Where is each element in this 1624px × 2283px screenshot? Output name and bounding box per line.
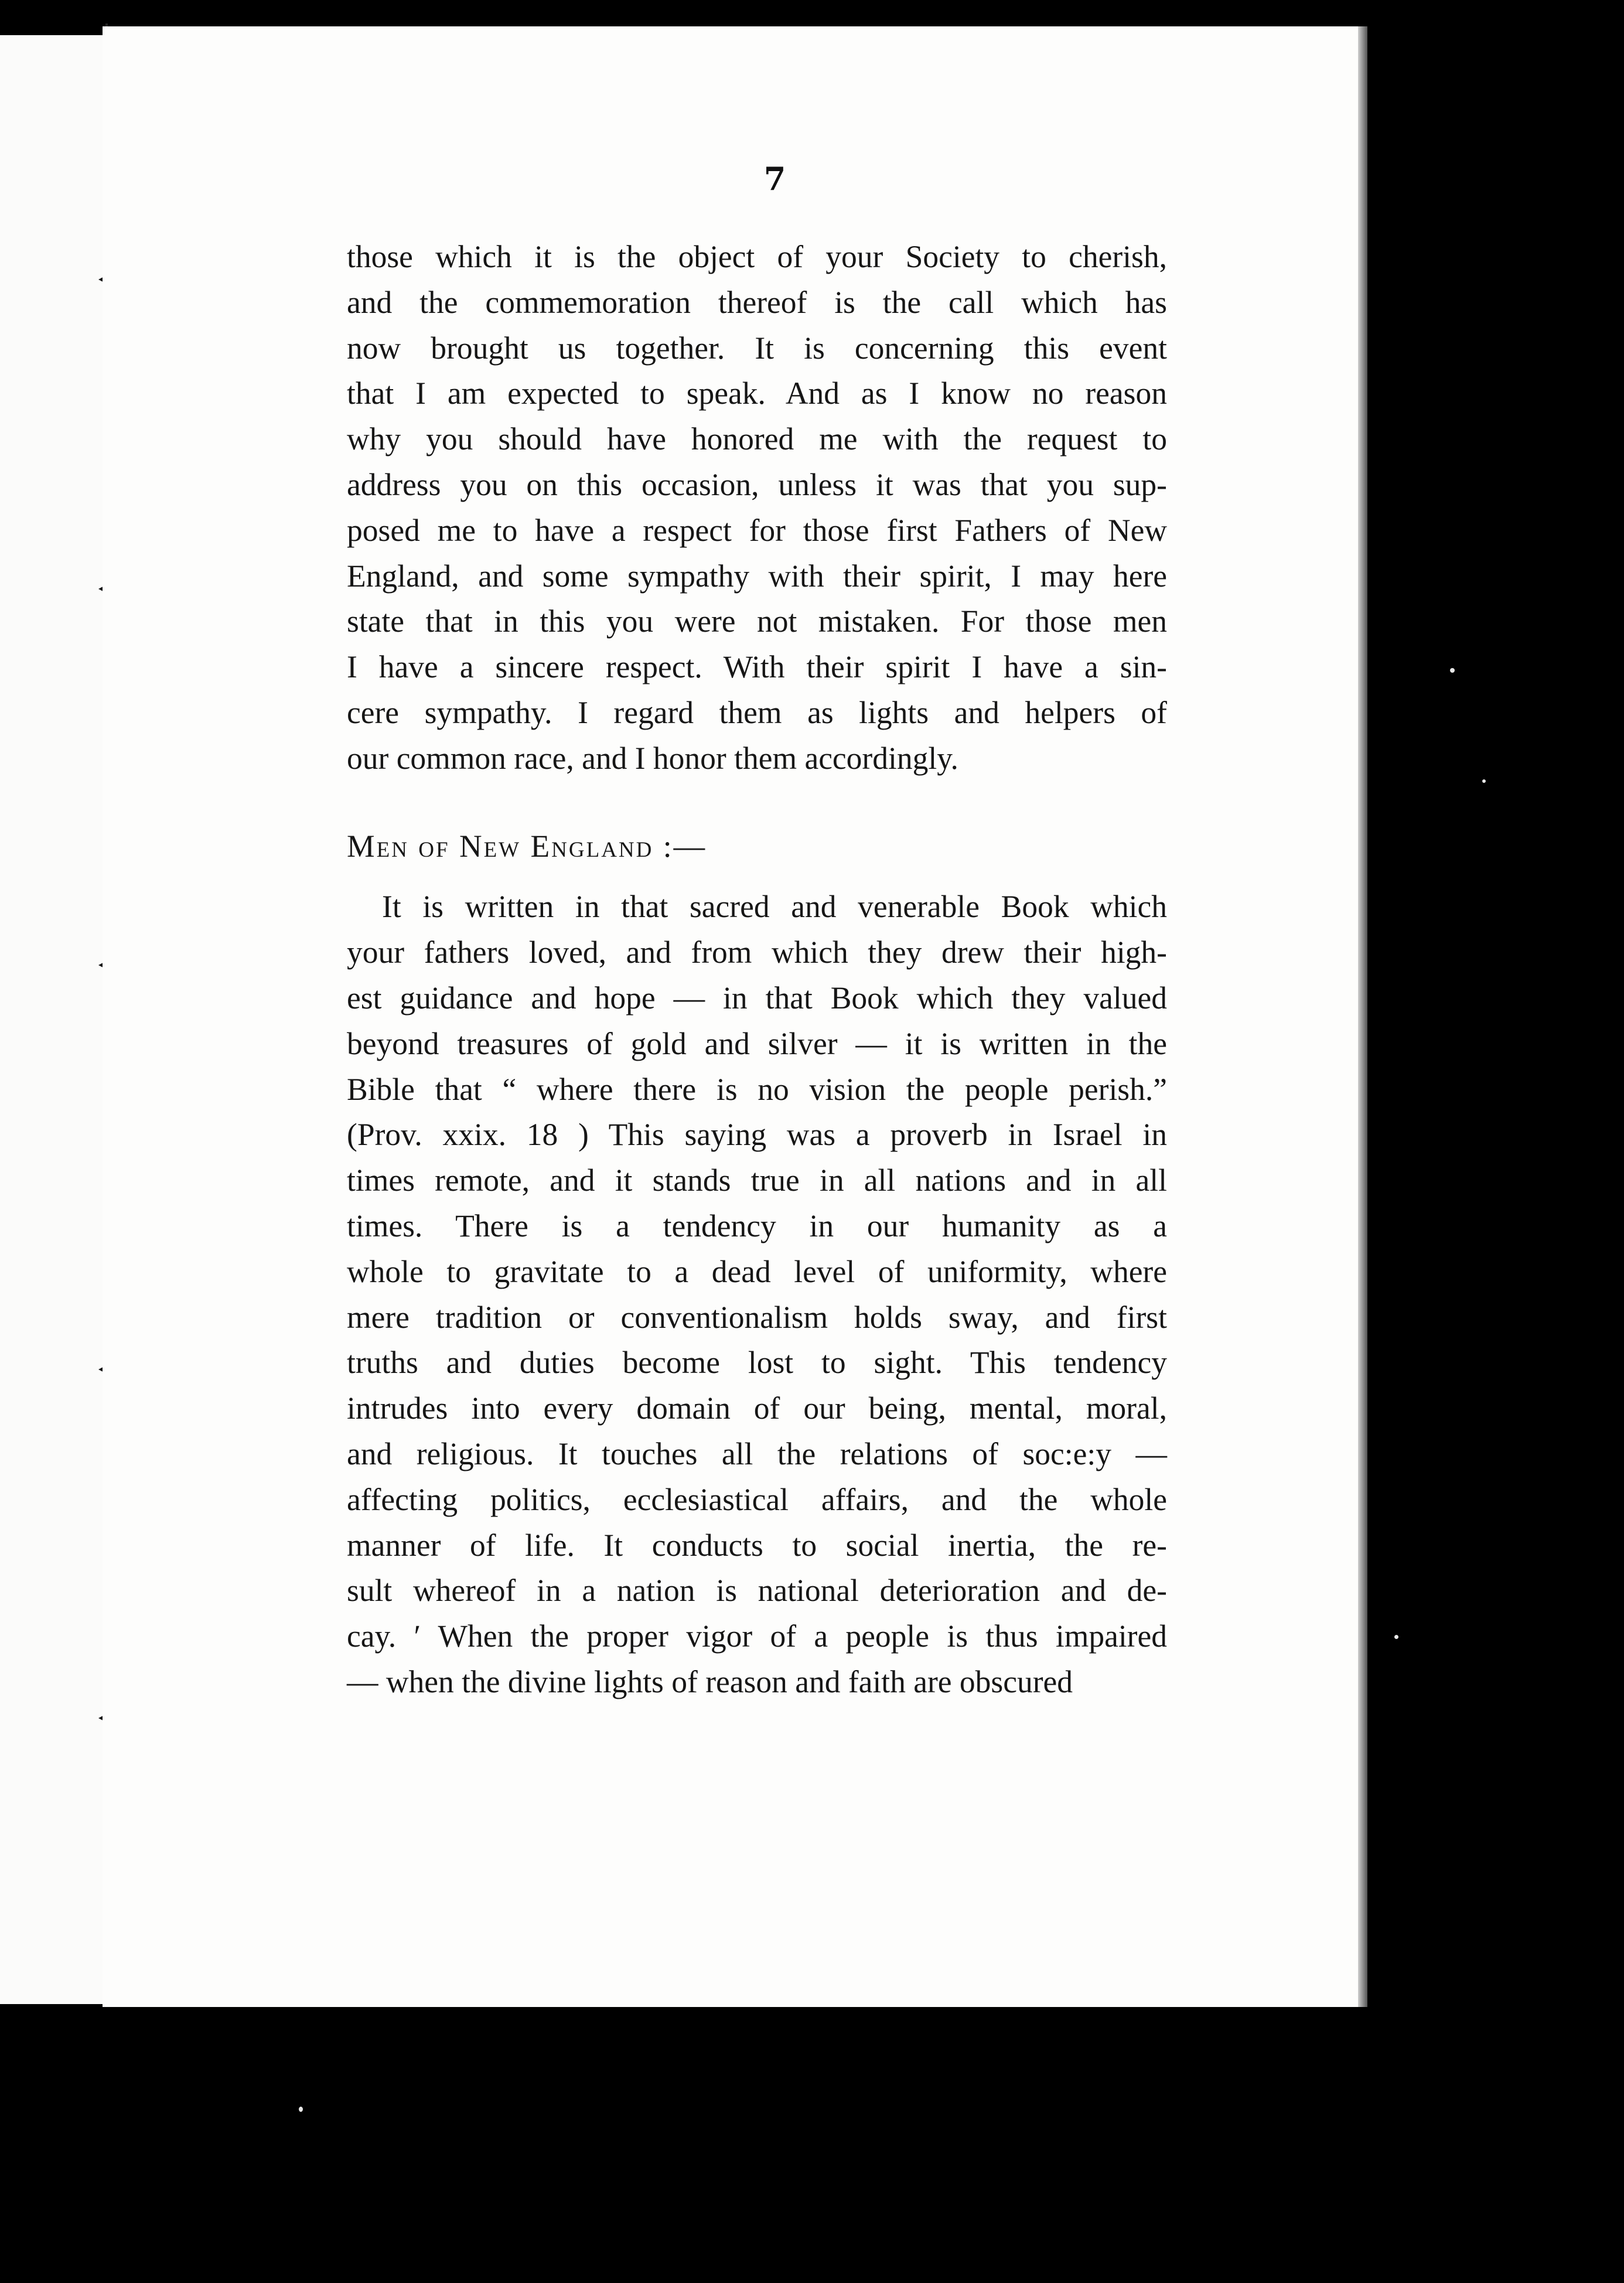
text-line: cay. ʹ When the proper vigor of a people is thus impaired (347, 1618, 1167, 1654)
text-line: Bible that “ where there is no vision the people perish.” (347, 1071, 1167, 1107)
text-line: affecting politics, ecclesiastical affairs, and the whole (347, 1481, 1167, 1517)
text-line: and the commemoration thereof is the call which has (347, 284, 1167, 320)
paragraph-2 (347, 884, 1167, 1705)
text-line: now brought us together. It is concerning this event (347, 330, 1167, 366)
text-line: times remote, and it stands true in all nations and in all (347, 1163, 1167, 1198)
text-line: sult whereof in a nation is national deterioration and de- (347, 1573, 1167, 1609)
text-line: your fathers loved, and from which they drew their high- (347, 935, 1167, 970)
page-text (347, 234, 1167, 1705)
text-line: times. There is a tendency in our humanity as a (347, 1208, 1167, 1243)
dust-speck (299, 2107, 303, 2112)
text-line: and religious. It touches all the relations of soc:e:y — (347, 1436, 1167, 1471)
text-line: est guidance and hope — in that Book which they valued (347, 980, 1167, 1016)
text-line: posed me to have a respect for those first Fathers of New (347, 512, 1167, 548)
text-line: intrudes into every domain of our being, mental, moral, (347, 1391, 1167, 1426)
text-line: state that in this you were not mistaken. For those men (347, 604, 1167, 639)
text-line: mere tradition or conventionalism holds sway, and first (347, 1299, 1167, 1335)
dust-speck (1482, 779, 1486, 783)
section-heading: Men of New England :— (347, 828, 707, 864)
text-line: that I am expected to speak. And as I know no reason (347, 376, 1167, 411)
dust-speck (1394, 1635, 1398, 1639)
text-line: those which it is the object of your Society to cherish, (347, 239, 1167, 274)
text-line: manner of life. It conducts to social inertia, the re- (347, 1527, 1167, 1563)
text-line: It is written in that sacred and venerable Book which (382, 889, 1167, 925)
text-line: England, and some sympathy with their spirit, I may here (347, 558, 1167, 594)
text-line: beyond treasures of gold and silver — it is written in the (347, 1025, 1167, 1061)
text-line: truths and duties become lost to sight. This tendency (347, 1345, 1167, 1381)
text-line: our common race, and I honor them accordingly. (347, 740, 958, 776)
dust-speck (1450, 668, 1455, 673)
text-line: I have a sincere respect. With their spirit I have a sin- (347, 649, 1167, 685)
text-line: whole to gravitate to a dead level of uniformity, where (347, 1253, 1167, 1289)
text-line: cere sympathy. I regard them as lights and helpers of (347, 694, 1167, 730)
left-page-edge (0, 35, 105, 2004)
page-number: 7 (763, 160, 786, 197)
paragraph-1 (347, 234, 1167, 782)
text-line: (Prov. xxix. 18 ) This saying was a proverb in Israel in (347, 1117, 1167, 1153)
text-line: address you on this occasion, unless it was that you sup- (347, 466, 1167, 502)
text-line: why you should have honored me with the request to (347, 421, 1167, 457)
page-right-edge (1358, 26, 1367, 2007)
text-line: — when the divine lights of reason and faith are obscured (347, 1664, 1073, 1699)
